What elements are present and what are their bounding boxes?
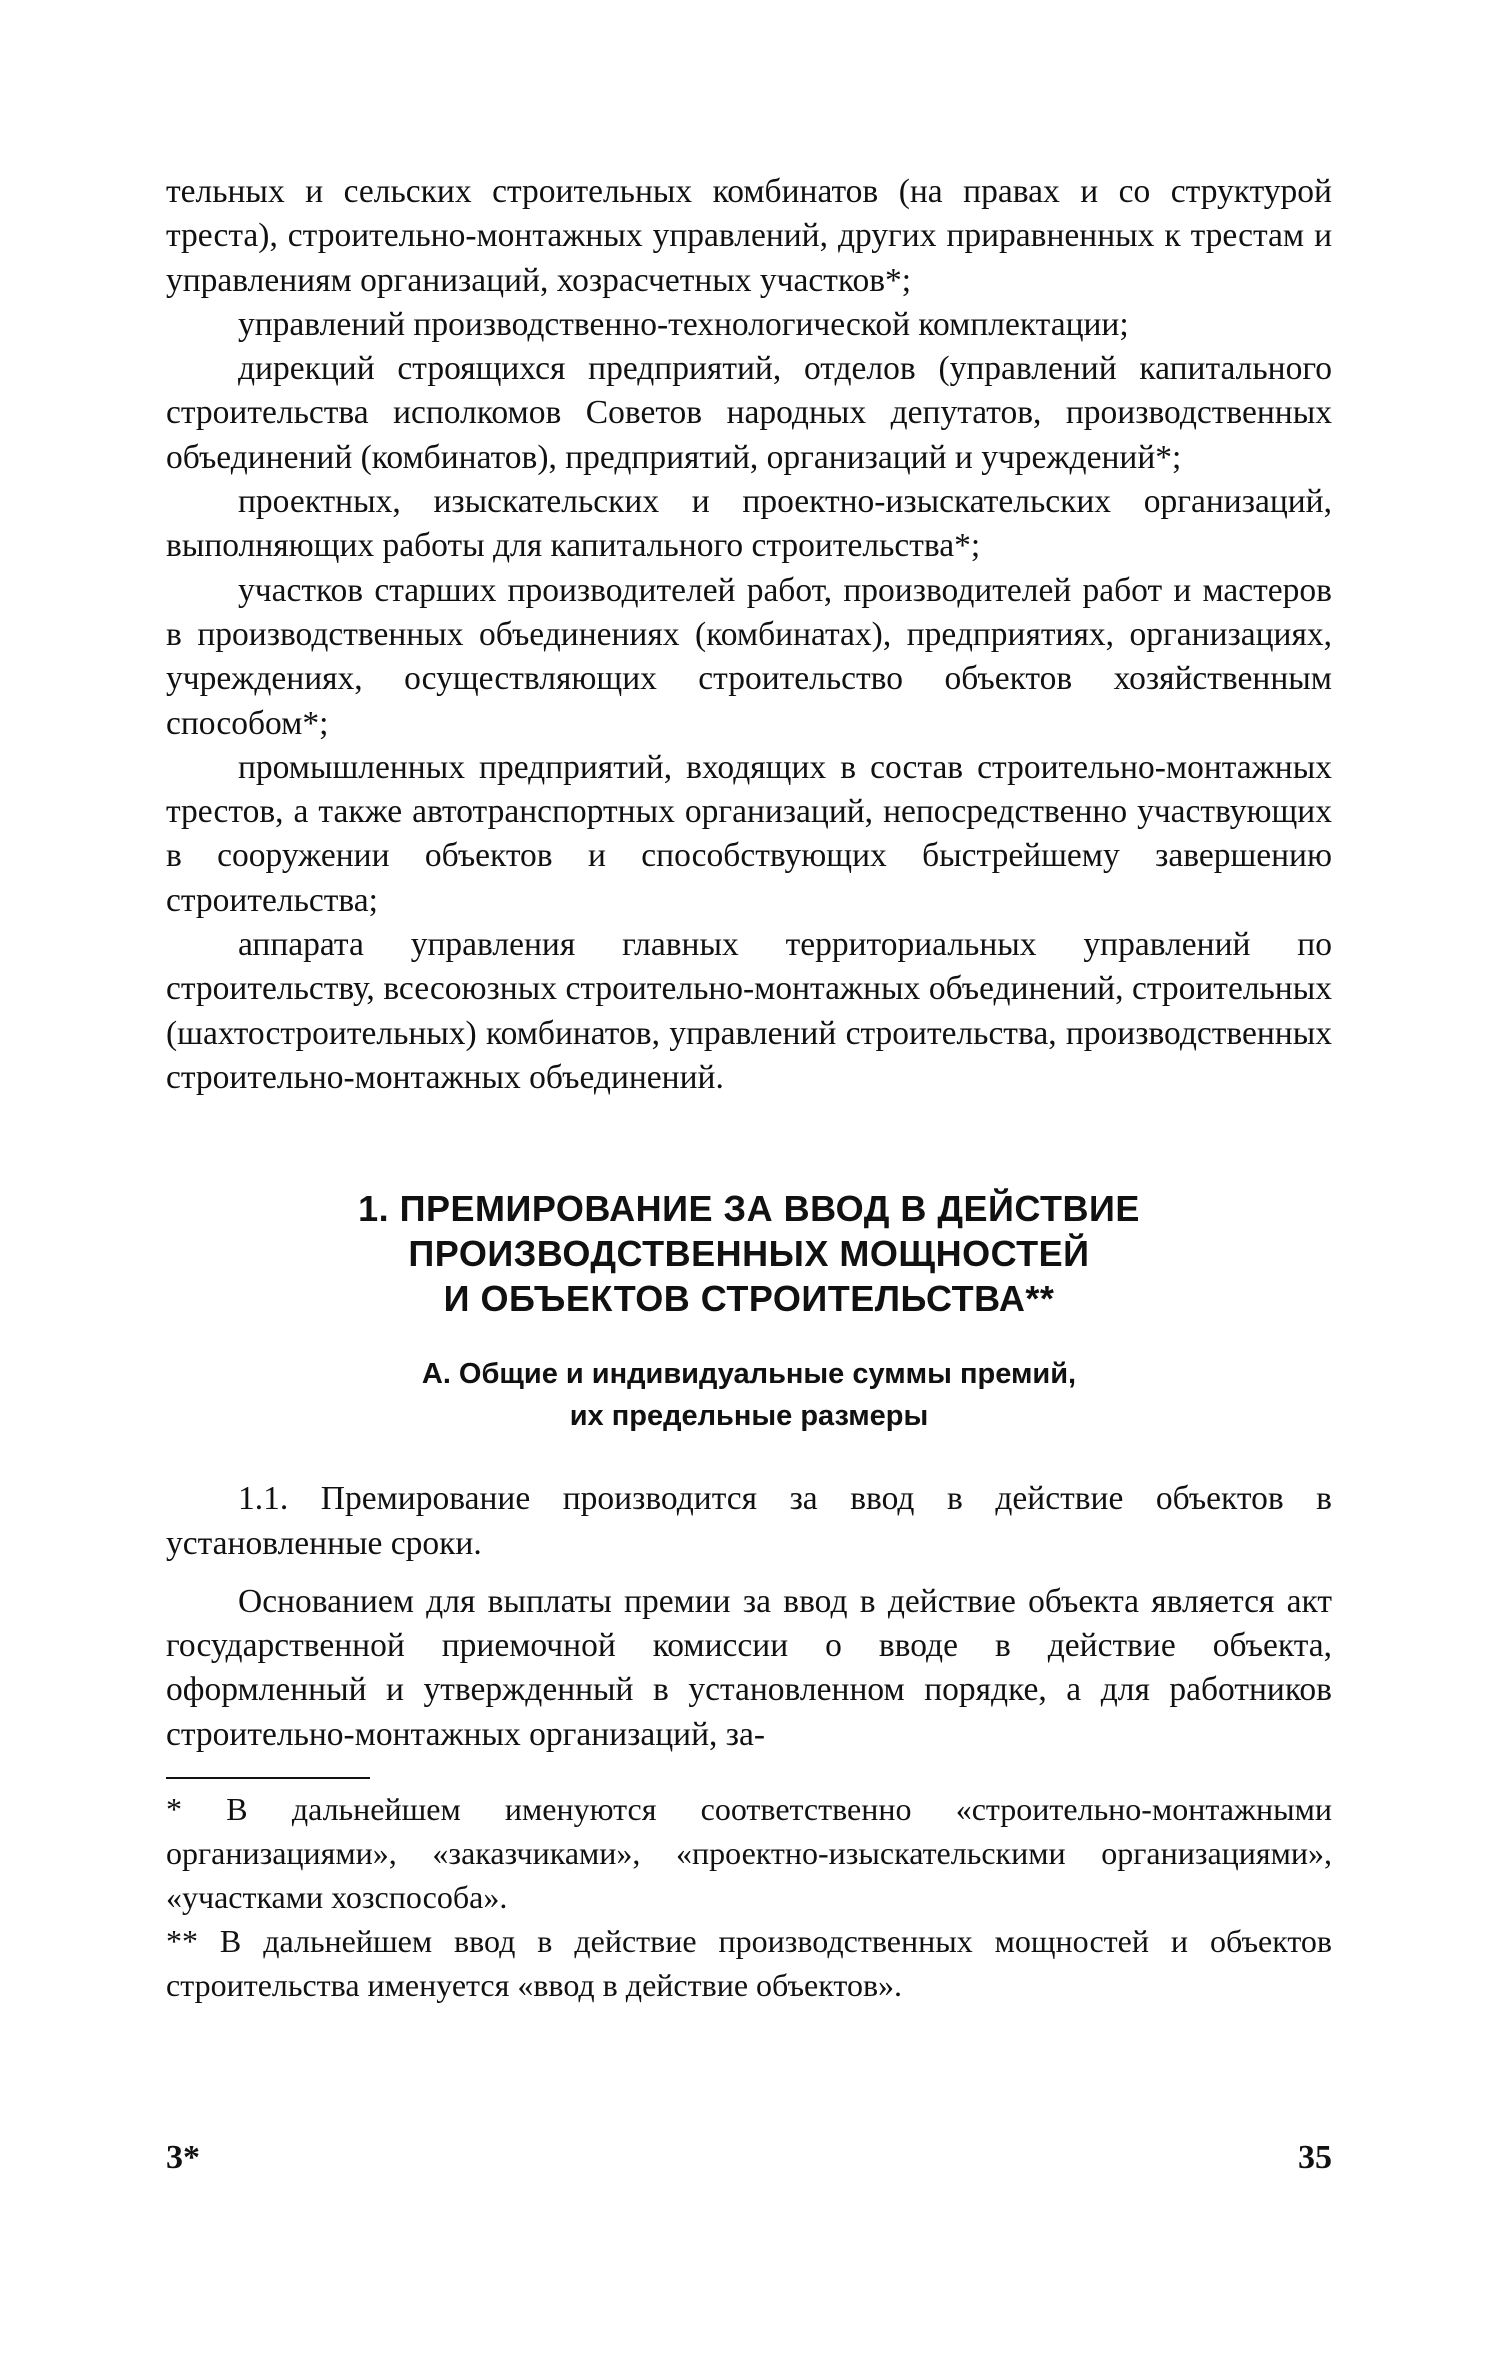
subsection-title bbox=[166, 1353, 1332, 1437]
signature-mark: 3* bbox=[166, 2139, 200, 2176]
intro-paragraph: проектных, изыскательских и проектно-изыскательских организаций, выполняющих работы для капитального строительства*; bbox=[166, 483, 1332, 565]
page-number: 35 bbox=[1298, 2139, 1332, 2176]
intro-paragraph: промышленных предприятий, входящих в состав строительно-монтажных трестов, а также автотранспортных организаций, непосредственно участвующих в сооружении объектов и способствующих быстрейшему завершению строительства; bbox=[166, 748, 1332, 919]
page-content bbox=[166, 170, 1332, 2007]
intro-paragraph: дирекций строящихся предприятий, отделов (управлений капитального строительства исполкомов Советов народных депутатов, производственных объединений (комбинатов), предприятий, организаций и учреждений*; bbox=[166, 350, 1332, 476]
subsection-title-line: их предельные размеры bbox=[569, 1400, 929, 1433]
footnote: * В дальнейшем именуются соответственно «строительно-монтажными организациями», «заказчиками», «проектно-изыскательскими организациями», «участками хозспособа». bbox=[166, 1791, 1332, 1916]
section-title bbox=[166, 1186, 1332, 1321]
intro-paragraph: аппарата управления главных территориальных управлений по строительству, всесоюзных строительно-монтажных объединений, строительных (шахтостроительных) комбинатов, управлений строительства, производственных строительно-монтажных объединений. bbox=[166, 926, 1332, 1096]
section-title-line: 1. ПРЕМИРОВАНИЕ ЗА ВВОД В ДЕЙСТВИЕ bbox=[358, 1188, 1140, 1230]
footnote: ** В дальнейшем ввод в действие производственных мощностей и объектов строительства именуется «ввод в действие объектов». bbox=[166, 1923, 1332, 2004]
footnote-divider bbox=[166, 1777, 370, 1779]
intro-paragraph: участков старших производителей работ, производителей работ и мастеров в производственных объединениях (комбинатах), предприятиях, организациях, учреждениях, осуществляющих строительство объектов хозяйственным способом*; bbox=[166, 571, 1332, 742]
section-title-line: И ОБЪЕКТОВ СТРОИТЕЛЬСТВА** bbox=[443, 1278, 1055, 1320]
subsection-title-line: А. Общие и индивидуальные суммы премий, bbox=[421, 1358, 1077, 1391]
body-paragraph: Основанием для выплаты премии за ввод в действие объекта является акт государственной приемочной комиссии о вводе в действие объекта, оформленный и утвержденный в установленном порядке, а для работников строительно-монтажных организаций, за- bbox=[166, 1582, 1332, 1753]
section-title-line: ПРОИЗВОДСТВЕННЫХ МОЩНОСТЕЙ bbox=[408, 1233, 1090, 1275]
intro-paragraph-continuation: тельных и сельских строительных комбинатов (на правах и со структурой треста), строительно-монтажных управлений, других приравненных к трестам и управлениям организаций, хозрасчетных участков*; bbox=[166, 173, 1332, 299]
intro-paragraph: управлений производственно-технологической комплектации; bbox=[238, 305, 1129, 343]
body-paragraph: 1.1. Премирование производится за ввод в действие объектов в установленные сроки. bbox=[166, 1480, 1332, 1562]
